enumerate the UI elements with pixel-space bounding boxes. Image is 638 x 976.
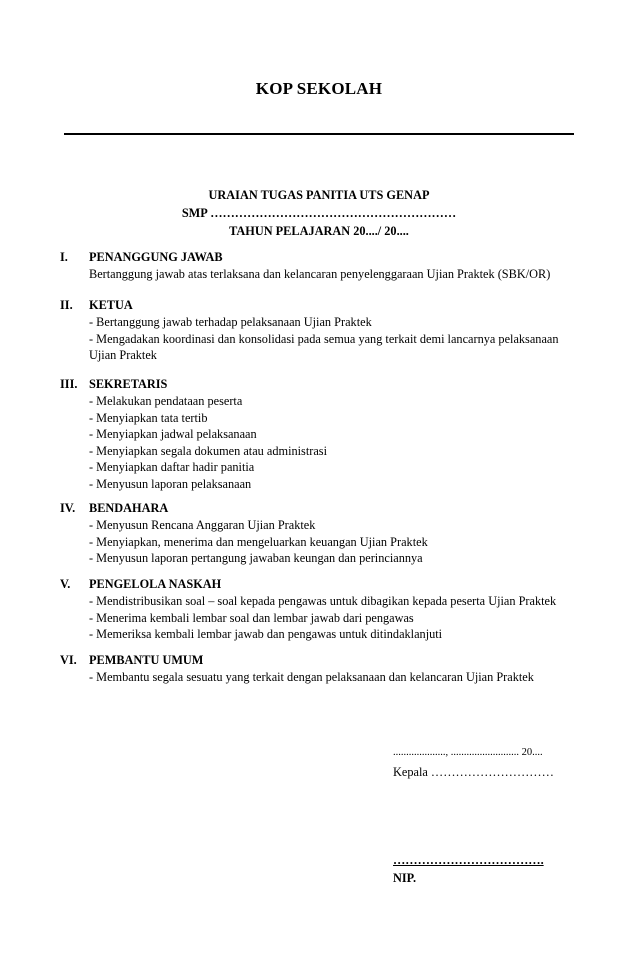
- section-line: Ujian Praktek: [89, 348, 157, 362]
- letterhead-title: KOP SEKOLAH: [255, 79, 383, 98]
- title-line-1: URAIAN TUGAS PANITIA UTS GENAP: [208, 188, 430, 202]
- section-line: - Bertanggung jawab terhadap pelaksanaan Ujian Praktek: [89, 315, 372, 329]
- section-line: - Menyiapkan jadwal pelaksanaan: [89, 427, 257, 441]
- section-line: - Menyiapkan, menerima dan mengeluarkan keuangan Ujian Praktek: [89, 534, 428, 549]
- section-line: - Membantu segala sesuatu yang terkait dengan pelaksanaan dan kelancaran Ujian Praktek: [89, 670, 534, 684]
- section-title: BENDAHARA: [89, 501, 169, 515]
- section-title: SEKRETARIS: [89, 377, 168, 391]
- section-line: - Mendistribusikan soal – soal kepada pengawas untuk dibagikan kepada peserta Ujian Praktek: [89, 594, 557, 608]
- section-number: V.: [60, 577, 71, 591]
- document-titles: [0, 186, 638, 240]
- signature-place-date: ...................., .......................... 20....: [393, 747, 543, 758]
- section-line: - Menyiapkan segala dokumen atau administrasi: [89, 443, 328, 458]
- section-number: VI.: [60, 653, 77, 667]
- signature-name-line: ……………………………….: [393, 853, 544, 867]
- section-lines: [89, 266, 584, 283]
- section-line: - Menyiapkan daftar hadir panitia: [89, 460, 255, 474]
- letterhead-rule: [64, 133, 574, 135]
- section-lines: [89, 314, 584, 364]
- section-line: - Menyusun Rencana Anggaran Ujian Praktek: [89, 518, 316, 532]
- signature-nip: NIP.: [393, 871, 417, 885]
- section-title: PENANGGUNG JAWAB: [89, 250, 223, 264]
- signature-position: Kepala …………………………: [393, 765, 554, 779]
- section-title: PENGELOLA NASKAH: [89, 577, 222, 591]
- section-line: - Menyusun laporan pertangung jawaban keungan dan perinciannya: [89, 551, 423, 565]
- section-lines: [89, 393, 584, 492]
- section-number: II.: [60, 298, 73, 312]
- section-number: I.: [60, 250, 68, 264]
- section-line: - Menyiapkan tata tertib: [89, 410, 208, 425]
- title-line-3: TAHUN PELAJARAN 20..../ 20....: [229, 224, 409, 238]
- section-line: - Menerima kembali lembar soal dan lembar jawab dari pengawas: [89, 610, 414, 625]
- section-lines: [89, 593, 584, 643]
- section-line: - Mengadakan koordinasi dan konsolidasi pada semua yang terkait demi lancarnya pelaksanaan: [89, 331, 559, 346]
- section-line: - Menyusun laporan pelaksanaan: [89, 476, 252, 491]
- section-line: - Memeriksa kembali lembar jawab dan pengawas untuk ditindaklanjuti: [89, 627, 443, 641]
- section-title: PEMBANTU UMUM: [89, 653, 204, 667]
- title-line-2: SMP ……………………………………………………: [181, 206, 457, 220]
- section-line: - Melakukan pendataan peserta: [89, 394, 243, 408]
- section-number: IV.: [60, 501, 76, 515]
- section-number: III.: [60, 377, 78, 391]
- section-line: Bertanggung jawab atas terlaksana dan kelancaran penyelenggaraan Ujian Praktek (SBK/OR): [89, 267, 551, 281]
- section-lines: [89, 517, 584, 567]
- section-lines: [89, 669, 584, 686]
- section-title: KETUA: [89, 298, 133, 312]
